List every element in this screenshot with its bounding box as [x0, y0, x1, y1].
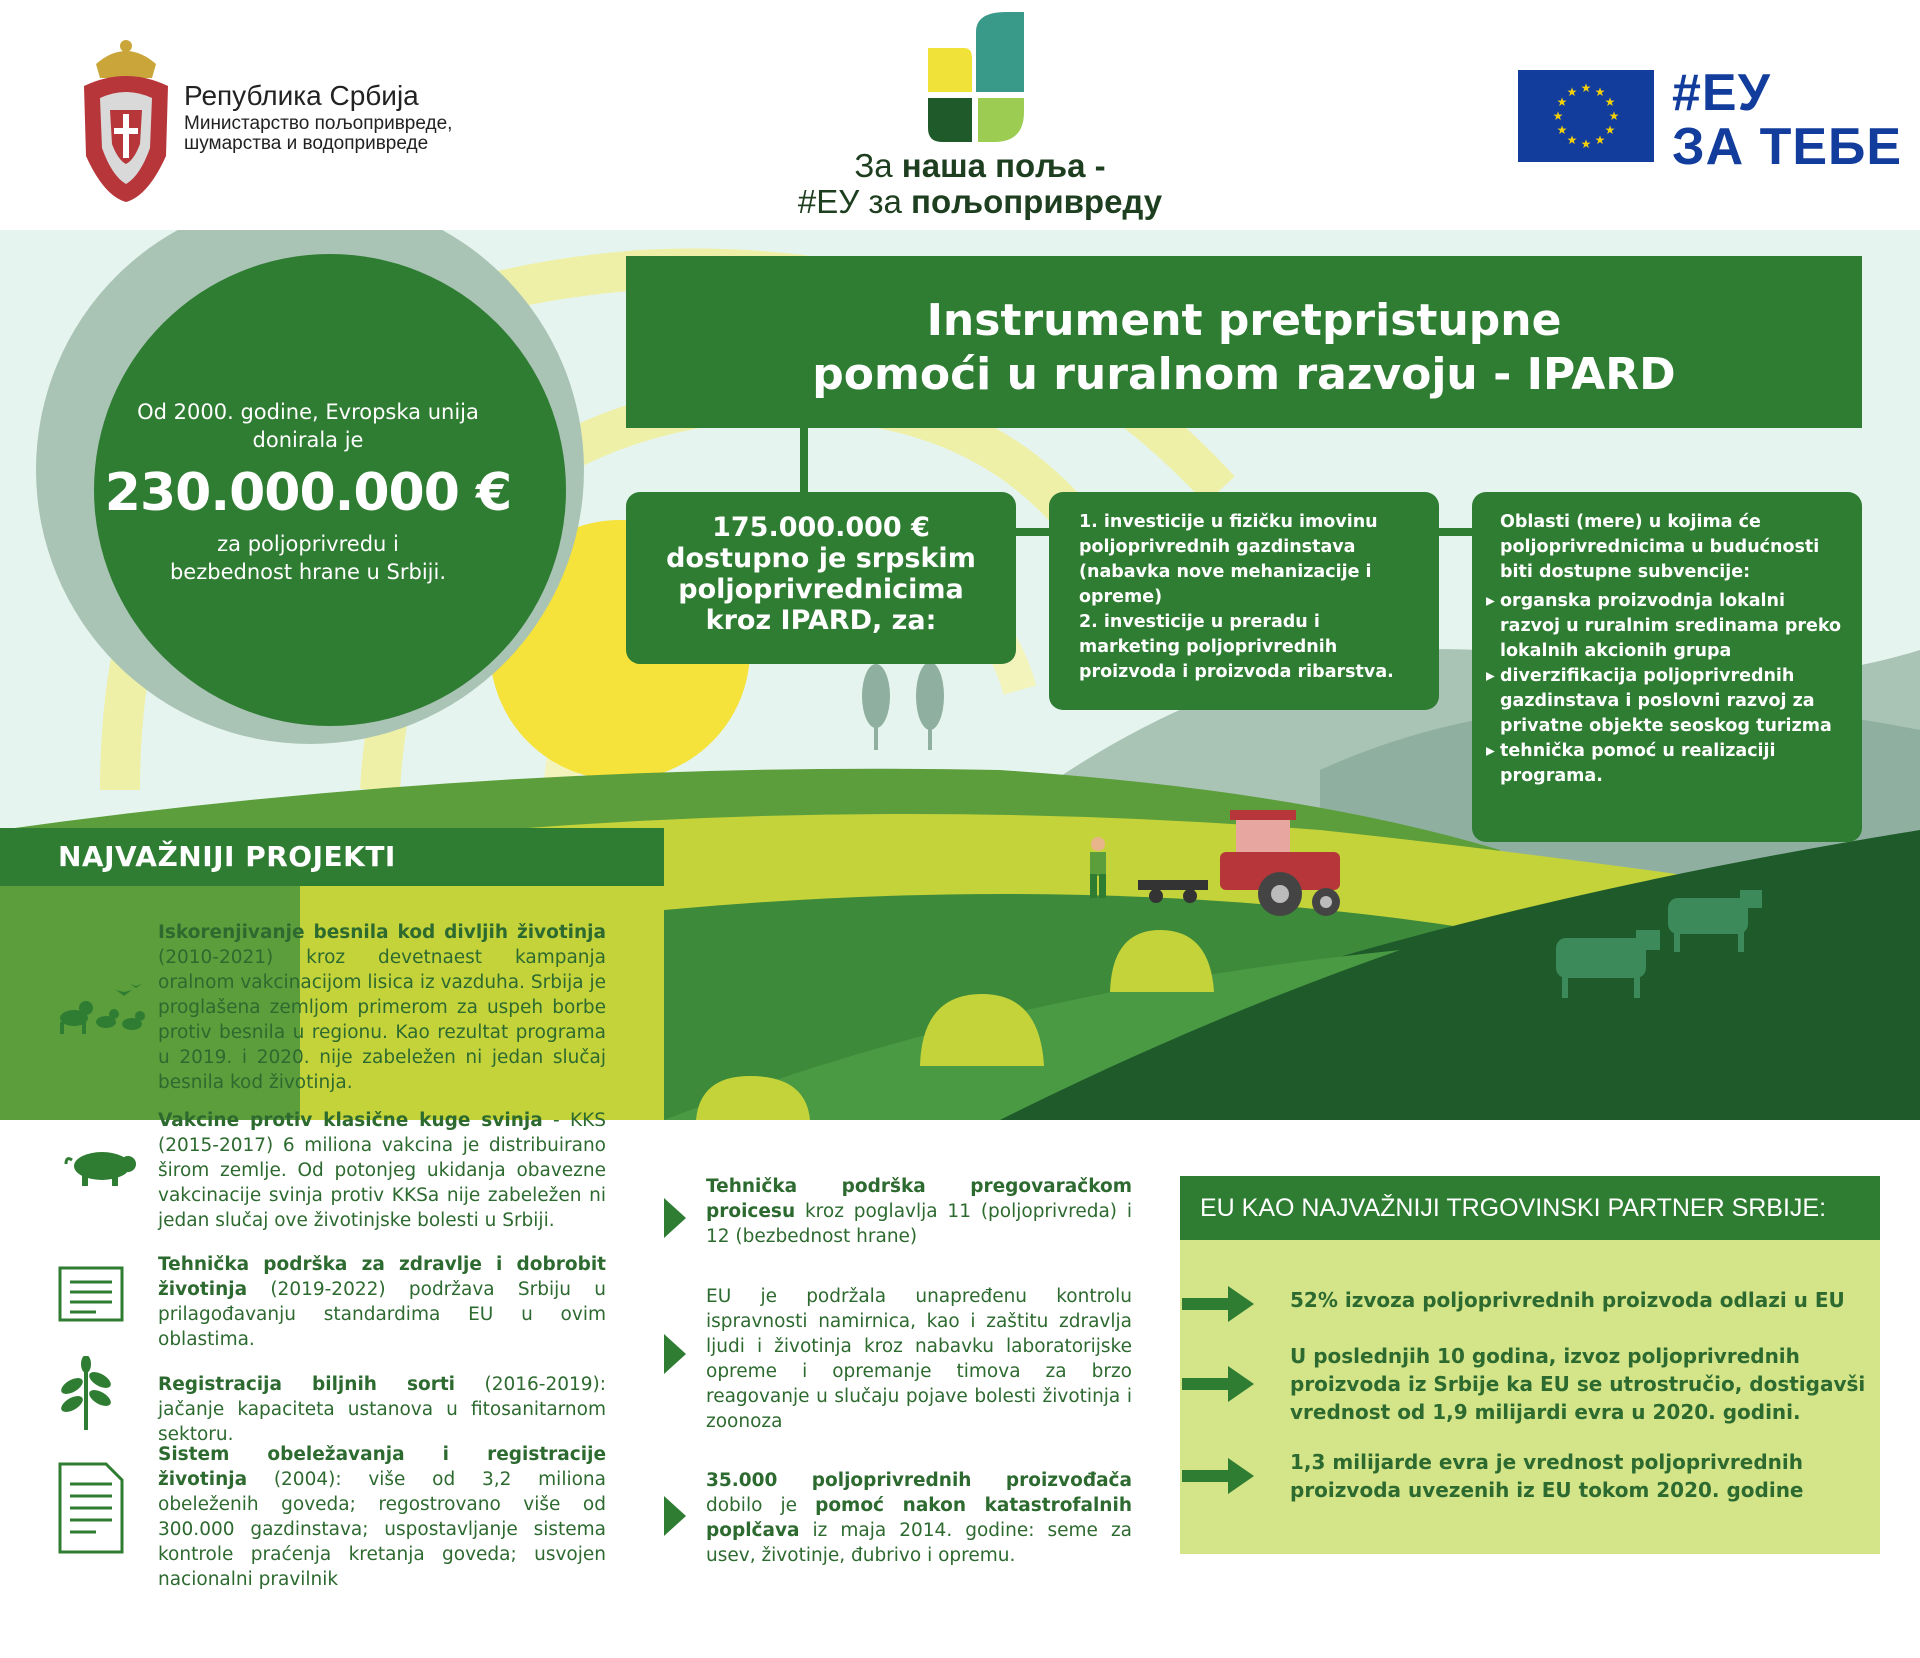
svg-text:★: ★ — [1608, 109, 1620, 123]
project-item: Sistem obeležavanja i registracije životinja (2004): više od 3,2 miliona obeleženih goveda; regostrovano više od 300.000 gazdinstava; uspostavljanje sistema kontrole praćenja kretanja goveda; usvojen nacionalni pravilnik — [158, 1444, 606, 1590]
trade-header: EU KAO NAJVAŽNIJI TRGOVINSKI PARTNER SRBIJE: — [1180, 1176, 1880, 1240]
ministry-subtitle: Министарство пољопривреде, шумарства и водопривреде — [184, 113, 453, 154]
connector-line — [1016, 528, 1050, 536]
donation-intro: Od 2000. godine, Evropska unija donirala je — [137, 400, 479, 452]
svg-text:★: ★ — [1580, 81, 1592, 95]
arrow-right-icon — [1182, 1284, 1256, 1324]
svg-text:★: ★ — [1604, 123, 1616, 137]
support-item: Tehnička podrška pregovaračkom proicesu kroz poglavlja 11 (poljoprivreda) i 12 (bezbednost hrane) — [706, 1176, 1132, 1247]
plant-icon — [56, 1356, 148, 1428]
eu-hashtag: #ЕУ ЗА ТЕБЕ — [1672, 64, 1903, 176]
connector-line — [800, 428, 808, 494]
support-item: EU je podržala unapređenu kontrolu ispravnosti namirnica, kao i zaštitu zdravlja ljudi i životinja kroz nabavku laboratorijske opreme i opremanje timova za brzo reagovanje u slučaju pojave bolesti životinja i zoonoza — [706, 1286, 1132, 1432]
ipard-measures-box: Oblasti (mere) u kojima će poljoprivrednicima u budućnosti biti dostupne subvencije: ▸ organska proizvodnja lokalni razvoj u ruralnim sredinama preko lokalnih akcionih grupa ▸ diverzifikacija poljoprivrednih gazdinstava i poslovni razvoj za privatne objekte seoskog turizma ▸ tehnička pomoć u realizaciji programa. — [1472, 492, 1862, 842]
trade-fact: U poslednjih 10 godina, izvoz poljoprivrednih proizvoda iz Srbije ka EU se utrostručio, dostigavši vrednost od 1,9 milijardi evra u 2020. godini. — [1290, 1344, 1866, 1424]
animals-icon — [56, 980, 148, 1052]
program-slogan: За наша поља - #ЕУ за пољопривреду — [797, 147, 1163, 220]
ipard-investments-box: 1. investicije u fizičku imovinu poljoprivrednih gazdinstava (nabavka nove mehanizacije i opreme) 2. investicije u preradu i marketing poljoprivrednih proizvoda i proizvoda ribarstva. — [1049, 492, 1439, 710]
svg-text:★: ★ — [1580, 137, 1592, 151]
registry-document-icon — [56, 1460, 148, 1556]
arrow-right-icon — [1182, 1364, 1256, 1404]
arrow-right-icon — [1182, 1456, 1256, 1496]
trade-fact: 52% izvoza poljoprivrednih proizvoda odlazi u EU — [1290, 1288, 1845, 1312]
measure-item: ▸ tehnička pomoć u realizaciji programa. — [1486, 739, 1844, 789]
project-item: Tehnička podrška za zdravlje i dobrobit životinja (2019-2022) podržava Srbiju u prilagođavanju standardima EU u ovim oblastima. — [158, 1254, 606, 1350]
ministry-title: Република Србија — [184, 80, 419, 111]
svg-text:★: ★ — [1594, 133, 1606, 147]
svg-text:★: ★ — [1552, 109, 1564, 123]
eu-donation-summary — [98, 398, 518, 586]
svg-text:★: ★ — [1556, 95, 1568, 109]
document-icon — [56, 1264, 148, 1336]
projects-header: NAJVAŽNIJI PROJEKTI — [0, 828, 664, 886]
measure-item: ▸ organska proizvodnja lokalni razvoj u ruralnim sredinama preko lokalnih akcionih grupa — [1486, 589, 1844, 664]
support-item: 35.000 poljoprivrednih proizvođača dobilo je pomoć nakon katastrofalnih poplčava iz maja 2014. godine: seme za usev, životinje, đubrivo i opremu. — [706, 1470, 1132, 1566]
eu-flag-icon — [1518, 70, 1654, 162]
bullet-arrow-icon — [664, 1198, 686, 1238]
svg-text:★: ★ — [1566, 85, 1578, 99]
svg-text:★: ★ — [1604, 95, 1616, 109]
bullet-arrow-icon — [664, 1496, 686, 1536]
donation-outro: za poljoprivredu i bezbednost hrane u Srbiji. — [169, 532, 447, 584]
svg-text:★: ★ — [1566, 133, 1578, 147]
serbia-coat-of-arms-icon — [78, 36, 174, 206]
connector-line — [1439, 528, 1473, 536]
project-item: Iskorenjivanje besnila kod divljih životinja (2010-2021) kroz devetnaest kampanja oralnom vakcinacijom lisica iz vazduha. Srbija je proglašena zemljom primerom za uspeh borbe protiv besnila u regionu. Kao rezultat programa u 2019. i 2020. nije zabeležen ni jedan slučaj besnila kod životinja. — [158, 922, 606, 1093]
pig-icon — [56, 1146, 148, 1218]
measure-item: ▸ diverzifikacija poljoprivrednih gazdinstava i poslovni razvoj za privatne objekte seoskog turizma — [1486, 664, 1844, 739]
svg-text:★: ★ — [1594, 85, 1606, 99]
project-item: Vakcine protiv klasične kuge svinja - KKS (2015-2017) 6 miliona vakcina je distribuirano širom zemlje. Od potonjeg ukidanja obavezne vakcinacije svinja protiv KKSa nije zabeležen ni jedan slučaj ove životinjske bolesti u Srbiji. — [158, 1110, 606, 1231]
ipard-funds-box: 175.000.000 € dostupno je srpskim poljoprivrednicima kroz IPARD, za: — [626, 492, 1016, 664]
program-logo-icon — [924, 12, 1026, 142]
bullet-arrow-icon — [664, 1334, 686, 1374]
project-item: Registracija biljnih sorti (2016-2019): jačanje kapaciteta ustanova u fitosanitarnom sektoru. — [158, 1374, 606, 1445]
ipard-title: Instrument pretpristupne pomoći u ruralnom razvoju - IPARD — [626, 256, 1862, 428]
svg-text:★: ★ — [1556, 123, 1568, 137]
trade-fact: 1,3 milijarde evra je vrednost poljoprivrednih proizvoda uvezenih iz EU tokom 2020. godine — [1290, 1450, 1804, 1502]
donation-amount: 230.000.000 € — [104, 463, 512, 523]
